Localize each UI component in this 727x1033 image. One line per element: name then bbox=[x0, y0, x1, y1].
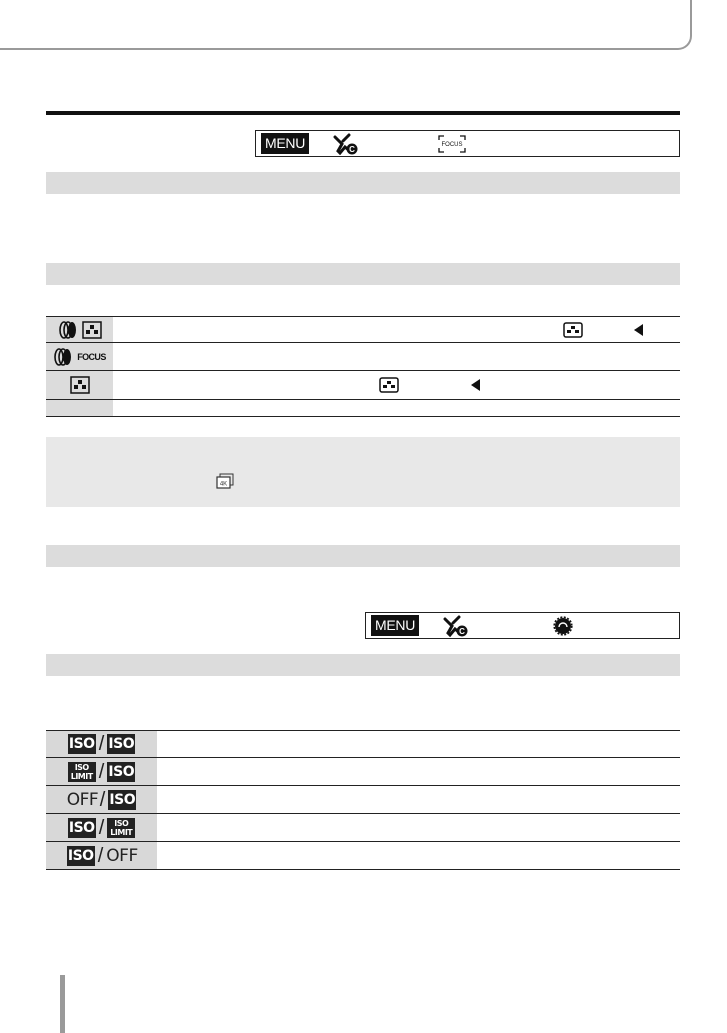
iso-option-row bbox=[46, 814, 680, 842]
focus-frame-icon bbox=[437, 134, 467, 154]
iso-option-icon bbox=[46, 786, 157, 813]
iso-separator: / bbox=[98, 816, 105, 839]
left-arrow-icon bbox=[634, 324, 643, 336]
svg-text:FOCUS: FOCUS bbox=[441, 141, 463, 148]
svg-text:C: C bbox=[349, 144, 355, 154]
section-bar-4 bbox=[46, 654, 680, 676]
iso-separator: / bbox=[99, 788, 106, 811]
iso-badge: ISO bbox=[108, 763, 135, 780]
iso-badge: ISO bbox=[109, 791, 136, 808]
burst-4k-icon bbox=[216, 473, 234, 489]
focus-option-row bbox=[46, 343, 680, 371]
menu-badge: MENU bbox=[261, 133, 309, 154]
focus-label-icon: FOCUS bbox=[77, 351, 106, 362]
dial-icon bbox=[553, 616, 573, 636]
custom-settings-icon bbox=[333, 133, 359, 155]
af-area-icon bbox=[82, 321, 102, 339]
focus-option-row bbox=[46, 316, 680, 343]
af-area-icon bbox=[379, 377, 399, 393]
iso-off-label: OFF bbox=[66, 789, 99, 810]
lens-ring-icon bbox=[53, 348, 75, 366]
section-bar-3 bbox=[46, 545, 680, 567]
iso-off-label: OFF bbox=[106, 845, 138, 866]
menu-path-dial bbox=[365, 612, 680, 639]
iso-separator: / bbox=[98, 760, 105, 783]
iso-option-icon bbox=[46, 842, 157, 869]
iso-option-row bbox=[46, 842, 680, 870]
iso-option-icon bbox=[46, 814, 157, 841]
menu-path-focus bbox=[255, 130, 680, 157]
iso-badge: ISO bbox=[68, 736, 95, 752]
section-bar-1 bbox=[46, 172, 680, 194]
svg-text:4K: 4K bbox=[219, 481, 228, 488]
lens-ring-icon bbox=[58, 321, 80, 339]
iso-limit-badge: ISO LIMIT bbox=[68, 762, 96, 782]
page-tab-frame bbox=[0, 0, 692, 50]
iso-badge: ISO bbox=[67, 847, 94, 864]
section-bar-2 bbox=[46, 263, 680, 285]
iso-option-icon bbox=[46, 731, 157, 757]
page-side-rule bbox=[60, 975, 65, 1033]
iso-limit-badge: ISO LIMIT bbox=[107, 818, 135, 838]
iso-option-icon bbox=[46, 758, 157, 785]
af-area-icon bbox=[563, 322, 583, 338]
iso-option-row bbox=[46, 786, 680, 814]
iso-separator: / bbox=[98, 733, 105, 755]
custom-settings-icon bbox=[443, 615, 469, 637]
menu-badge: MENU bbox=[371, 615, 419, 636]
af-area-icon bbox=[70, 376, 90, 394]
focus-option-row bbox=[46, 371, 680, 400]
iso-separator: / bbox=[97, 844, 104, 867]
iso-option-row bbox=[46, 758, 680, 786]
svg-text:C: C bbox=[459, 626, 465, 636]
note-box bbox=[46, 437, 680, 507]
iso-badge: ISO bbox=[108, 736, 135, 752]
iso-badge: ISO bbox=[68, 819, 95, 836]
iso-option-row bbox=[46, 730, 680, 758]
focus-option-row bbox=[46, 400, 680, 417]
section-heading-rule bbox=[46, 111, 680, 115]
left-arrow-icon bbox=[471, 379, 480, 391]
